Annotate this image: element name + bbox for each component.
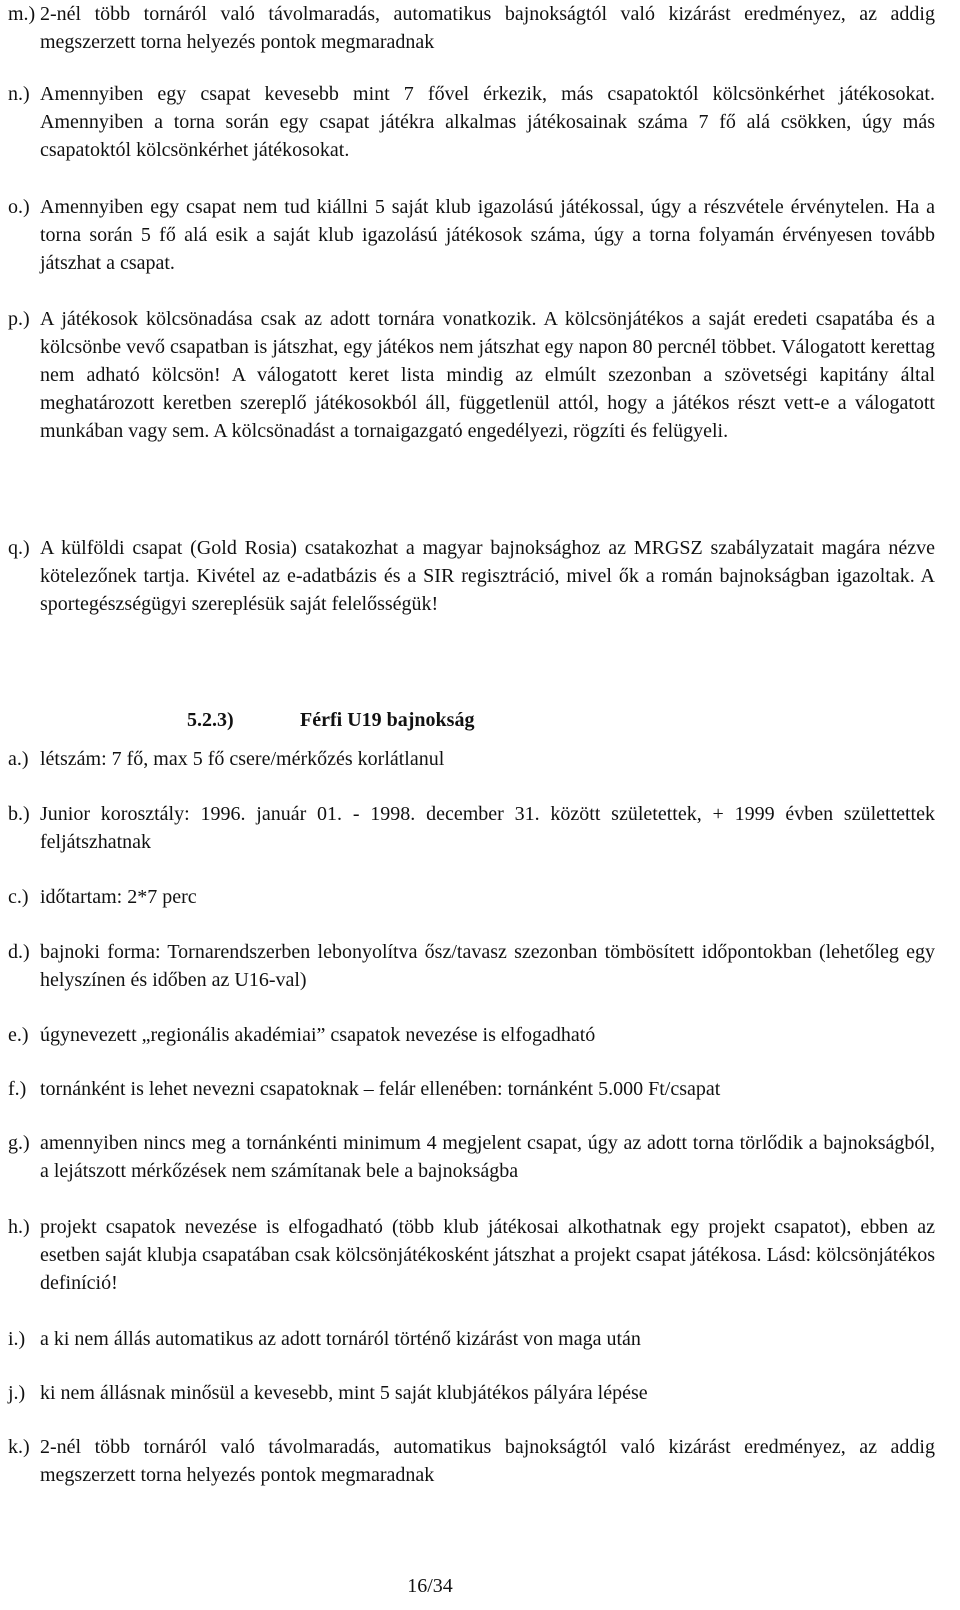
list-item-text: ki nem állásnak minősül a kevesebb, mint 5 saját klubjátékos pályára lépése: [40, 1382, 648, 1404]
list-item-e: [8, 1021, 935, 1049]
list-item-label: d.): [8, 941, 30, 963]
list-item-text: bajnoki forma: Tornarendszerben lebonyolítva ősz/tavasz szezonban tömbösített időpontokban (lehetőleg egy helyszínen és időben az U16-val): [40, 941, 935, 991]
list-item-p: [8, 305, 935, 445]
list-item-label: n.): [8, 83, 30, 105]
list-item-text: projekt csapatok nevezése is elfogadható (több klub játékosai alkothatnak egy projekt csapatot), ebben az esetben saját klubja csapatában csak kölcsönjátékosként játszhat a projekt csapat játékosa. Lásd: kölcsönjátékos definíció!: [40, 1216, 935, 1294]
list-item-text: amennyiben nincs meg a tornánkénti minimum 4 megjelent csapat, úgy az adott torna törlődik a bajnokságból, a lejátszott mérkőzések nem számítanak bele a bajnokságba: [40, 1132, 935, 1182]
page-footer: [0, 1574, 960, 1598]
list-item-label: e.): [8, 1024, 29, 1046]
list-item-text: 2-nél több tornáról való távolmaradás, automatikus bajnokságtól való kizárást eredményez, az addig megszerzett torna helyezés pontok megmaradnak: [40, 3, 935, 53]
list-item-f: [8, 1075, 935, 1103]
list-item-text: úgynevezett „regionális akadémiai” csapatok nevezése is elfogadható: [40, 1024, 596, 1046]
list-item-label: c.): [8, 886, 29, 908]
list-item-text: a ki nem állás automatikus az adott tornáról történő kizárást von maga után: [40, 1328, 641, 1350]
list-item-b: [8, 800, 935, 856]
section-title: Férfi U19 bajnokság: [300, 709, 475, 731]
list-item-label: o.): [8, 196, 30, 218]
list-item-text: Junior korosztály: 1996. január 01. - 1998. december 31. között születettek, + 1999 évben születtettek feljátszhatnak: [40, 803, 935, 853]
list-item-label: f.): [8, 1078, 27, 1100]
list-item-text: 2-nél több tornáról való távolmaradás, automatikus bajnokságtól való kizárást eredményez, az addig megszerzett torna helyezés pontok megmaradnak: [40, 1436, 935, 1486]
list-item-g: [8, 1129, 935, 1185]
list-item-label: b.): [8, 803, 30, 825]
list-item-q: [8, 534, 935, 618]
list-item-n: [8, 80, 935, 164]
list-item-a: [8, 745, 935, 773]
list-item-m: [8, 0, 935, 56]
section-number: 5.2.3): [187, 709, 234, 731]
list-item-text: időtartam: 2*7 perc: [40, 886, 197, 908]
page-number: 16/34: [407, 1575, 453, 1597]
list-item-k: [8, 1433, 935, 1489]
list-item-label: h.): [8, 1216, 30, 1238]
list-item-h: [8, 1213, 935, 1297]
list-item-text: tornánként is lehet nevezni csapatoknak – felár ellenében: tornánként 5.000 Ft/csapat: [40, 1078, 721, 1100]
list-item-label: m.): [8, 3, 36, 25]
list-item-i: [8, 1325, 935, 1353]
list-item-text: A játékosok kölcsönadása csak az adott tornára vonatkozik. A kölcsönjátékos a saját eredeti csapatába és a kölcsönbe vevő csapatban is játszhat, egy játékos nem játszhat egy napon 80 percnél többet. Válogatott kerettag nem adható kölcsön! A válogatott keret lista mindig az elmúlt szezonban a szövetségi kapitány által meghatározott keretben szereplő játékosokból áll, függetlenül attól, hogy a játékos részt vett-e a válogatott munkában vagy sem. A kölcsönadást a tornaigazgató engedélyezi, rögzíti és felügyeli.: [40, 308, 935, 442]
list-item-text: A külföldi csapat (Gold Rosia) csatakozhat a magyar bajnoksághoz az MRGSZ szabályzatait magára nézve kötelezőnek tartja. Kivétel az e-adatbázis és a SIR regisztráció, mivel ők a román bajnokságban igazoltak. A sportegészségügyi szereplésük saját felelősségük!: [40, 537, 935, 615]
list-item-o: [8, 193, 935, 277]
list-item-c: [8, 883, 935, 911]
list-item-label: k.): [8, 1436, 30, 1458]
list-item-label: p.): [8, 308, 30, 330]
list-item-text: létszám: 7 fő, max 5 fő csere/mérkőzés korlátlanul: [40, 748, 445, 770]
list-item-text: Amennyiben egy csapat kevesebb mint 7 fővel érkezik, más csapatoktól kölcsönkérhet játékosokat. Amennyiben a torna során egy csapat játékra alkalmas játékosainak száma 7 fő alá csökken, úgy más csapatoktól kölcsönkérhet játékosokat.: [40, 83, 935, 161]
list-item-label: i.): [8, 1328, 26, 1350]
list-item-label: j.): [8, 1382, 26, 1404]
list-item-d: [8, 938, 935, 994]
list-item-j: [8, 1379, 935, 1407]
list-item-label: g.): [8, 1132, 30, 1154]
list-item-label: a.): [8, 748, 29, 770]
list-item-label: q.): [8, 537, 30, 559]
list-item-text: Amennyiben egy csapat nem tud kiállni 5 saját klub igazolású játékossal, úgy a részvétele érvénytelen. Ha a torna során 5 fő alá esik a saját klub igazolású játékosok száma, úgy a torna folyamán érvényesen tovább játszhat a csapat.: [40, 196, 935, 274]
